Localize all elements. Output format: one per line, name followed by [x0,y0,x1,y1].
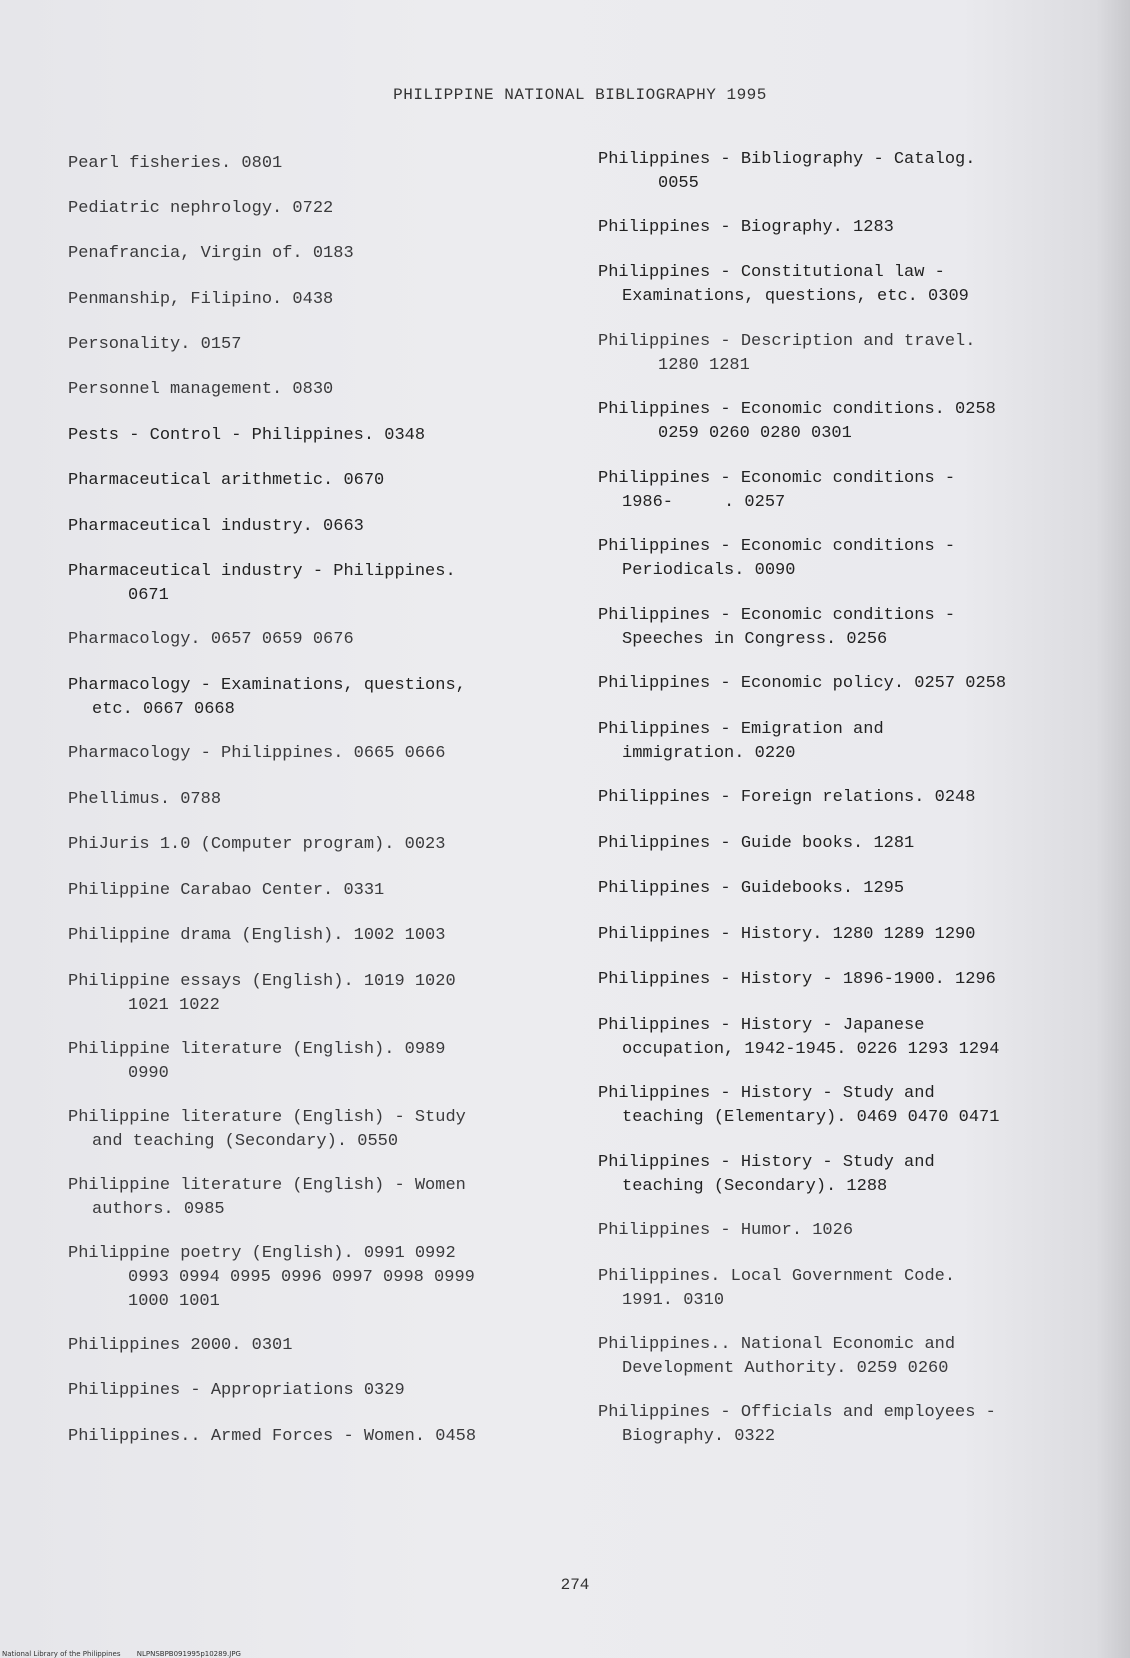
scan-footer [0,1650,255,1658]
index-entry: Philippines - Bibliography - Catalog. 0055 [598,150,976,193]
footer-library: National Library of the Philippines [2,1650,121,1658]
index-entry: Philippines.. National Economic and Development Authority. 0259 0260 [598,1335,956,1378]
index-entry: Pediatric nephrology. 0722 [68,199,334,218]
index-entry: Philippines 2000. 0301 [68,1336,293,1355]
index-entry: Philippines - Foreign relations. 0248 [598,788,976,807]
index-entry: Pharmacology. 0657 0659 0676 [68,630,354,649]
index-entry: Philippine poetry (English). 0991 0992 0993 0994 0995 0996 0997 0998 0999 1000 1001 [68,1244,475,1311]
index-entry: Philippines - History. 1280 1289 1290 [598,925,976,944]
index-entry: Philippines - Constitutional law - Examinations, questions, etc. 0309 [598,263,969,306]
index-entry: Philippines - Appropriations 0329 [68,1381,405,1400]
index-entry: Philippine Carabao Center. 0331 [68,881,385,900]
index-entry: Philippines - Humor. 1026 [598,1221,854,1240]
index-entry: Philippines - Economic conditions - Periodicals. 0090 [598,537,956,580]
index-entry: Personality. 0157 [68,335,242,354]
index-entry: Pests - Control - Philippines. 0348 [68,426,426,445]
index-entry: Pharmacology - Examinations, questions, etc. 0667 0668 [68,676,466,719]
index-entry: Phellimus. 0788 [68,790,222,809]
index-entry: Philippines - Description and travel. 1280 1281 [598,332,976,375]
index-entry: Philippine literature (English). 0989 0990 [68,1040,446,1083]
index-entry: Pharmacology - Philippines. 0665 0666 [68,744,446,763]
index-entry: Philippines - History - Study and teaching (Elementary). 0469 0470 0471 [598,1084,1000,1127]
index-entry: Philippines - History - Japanese occupation, 1942-1945. 0226 1293 1294 [598,1016,1000,1059]
index-entry: Philippines - Economic policy. 0257 0258 [598,674,1007,693]
index-entry: Philippine drama (English). 1002 1003 [68,926,446,945]
index-entry: Philippine literature (English) - Women authors. 0985 [68,1176,466,1219]
index-entry: Philippines - Emigration and immigration. 0220 [598,720,884,763]
index-entry: Philippines - Officials and employees - Biography. 0322 [598,1403,996,1446]
index-entry: Pharmaceutical industry - Philippines. 0671 [68,562,456,605]
page-number: 274 [560,1576,590,1594]
footer-filename: NLPNSBPB091995p10289.JPG [136,1650,241,1658]
index-entry: PhiJuris 1.0 (Computer program). 0023 [68,835,446,854]
index-entry: Philippines - Economic conditions. 0258 0259 0260 0280 0301 [598,400,996,443]
index-entry: Philippines - History - Study and teaching (Secondary). 1288 [598,1153,935,1196]
index-entry: Philippines - Economic conditions - Speeches in Congress. 0256 [598,606,956,649]
index-entry: Philippines. Local Government Code. 1991. 0310 [598,1267,956,1310]
index-entry: Pharmaceutical industry. 0663 [68,517,364,536]
index-entry: Philippines.. Armed Forces - Women. 0458 [68,1427,477,1446]
index-entry: Personnel management. 0830 [68,380,334,399]
page-title: PHILIPPINE NATIONAL BIBLIOGRAPHY 1995 [393,86,767,104]
index-entry: Philippine essays (English). 1019 1020 1021 1022 [68,972,456,1015]
index-entry: Philippine literature (English) - Study and teaching (Secondary). 0550 [68,1108,466,1151]
index-entry: Philippines - Economic conditions - 1986- . 0257 [598,469,956,512]
index-entry: Penmanship, Filipino. 0438 [68,290,334,309]
index-entry: Philippines - Biography. 1283 [598,218,894,237]
index-entry: Penafrancia, Virgin of. 0183 [68,244,354,263]
index-entry: Pearl fisheries. 0801 [68,154,283,173]
index-entry: Philippines - History - 1896-1900. 1296 [598,970,996,989]
index-entry: Philippines - Guidebooks. 1295 [598,879,905,898]
index-entry: Philippines - Guide books. 1281 [598,834,915,853]
index-entry: Pharmaceutical arithmetic. 0670 [68,471,385,490]
